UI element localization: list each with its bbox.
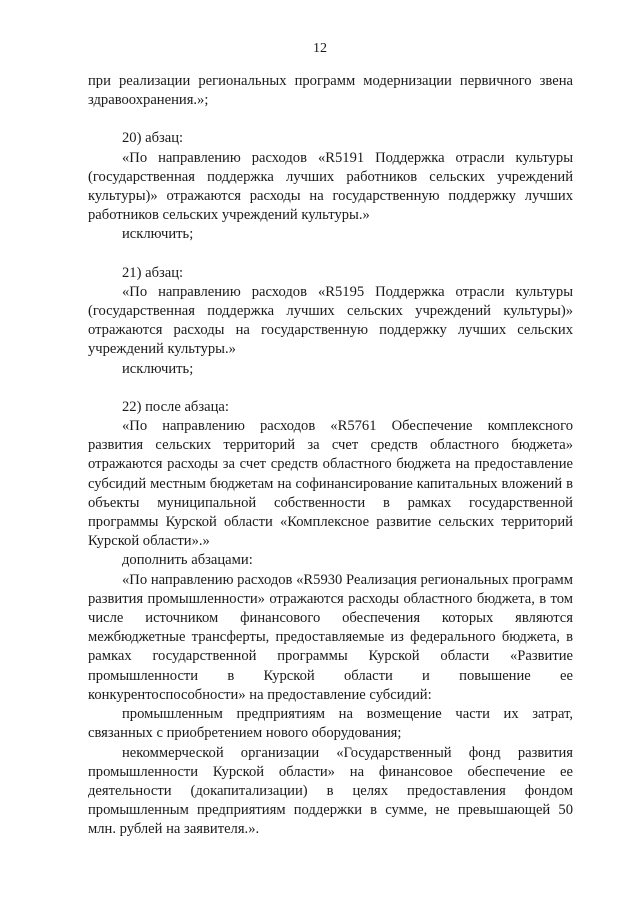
item-22-new-paragraph: «По направлению расходов «R5930 Реализация региональных программ развития промышленности» отражаются расходы областного бюджета, в том числе источником финансового обеспечения которых являются межбюджетные трансферты, предоставляемые из федерального бюджета, в рамках государственной программы Курской области «Развитие промышленности в Курской области и повышение ее конкурентоспособности» на предоставление субсидий: bbox=[88, 571, 573, 703]
item-22-action: дополнить абзацами: bbox=[122, 552, 253, 569]
item-22-subsidy-enterprises: промышленным предприятиям на возмещение части их затрат, связанных с приобретением нового оборудования; bbox=[88, 706, 573, 742]
item-21-heading: 21) абзац: bbox=[122, 264, 184, 281]
paragraph-gap bbox=[88, 379, 573, 398]
item-22-subsidy-fund: некоммерческой организации «Государственный фонд развития промышленности Курской области» на финансовое обеспечение ее деятельности (докапитализации) в целях предоставления фондом промышленным предприятиям поддержки в сумме, не превышающей 50 млн. рублей на заявителя.». bbox=[88, 744, 573, 838]
item-22-heading: 22) после абзаца: bbox=[122, 398, 229, 415]
paragraph-continuation: при реализации региональных программ модернизации первичного звена здравоохранения.»; bbox=[88, 73, 573, 109]
item-20-heading: 20) абзац: bbox=[122, 130, 184, 147]
item-20-action: исключить; bbox=[122, 226, 194, 243]
page-number: 12 bbox=[313, 41, 327, 56]
paragraph-gap bbox=[88, 110, 573, 129]
item-20-quote: «По направлению расходов «R5191 Поддержка отрасли культуры (государственная поддержка лучших работников сельских учреждений культуры)» отражаются расходы на государственную поддержку лучших работников сельских учреждений культуры.» bbox=[88, 149, 573, 224]
item-21-action: исключить; bbox=[122, 360, 194, 377]
item-22-quote: «По направлению расходов «R5761 Обеспечение комплексного развития сельских территорий за счет средств областного бюджета» отражаются расходы за счет средств областного бюджета на предоставление субсидий местным бюджетам на софинансирование капитальных вложений в объекты муниципальной собственности в рамках государственной программы Курской области «Комплексное развитие сельских территорий Курской области».» bbox=[88, 418, 573, 550]
document-body bbox=[88, 72, 573, 840]
item-21-quote: «По направлению расходов «R5195 Поддержка отрасли культуры (государственная поддержка лучших сельских учреждений культуры)» отражаются расходы на государственную поддержку лучших сельских учреждений культуры.» bbox=[88, 283, 573, 358]
paragraph-gap bbox=[88, 245, 573, 264]
